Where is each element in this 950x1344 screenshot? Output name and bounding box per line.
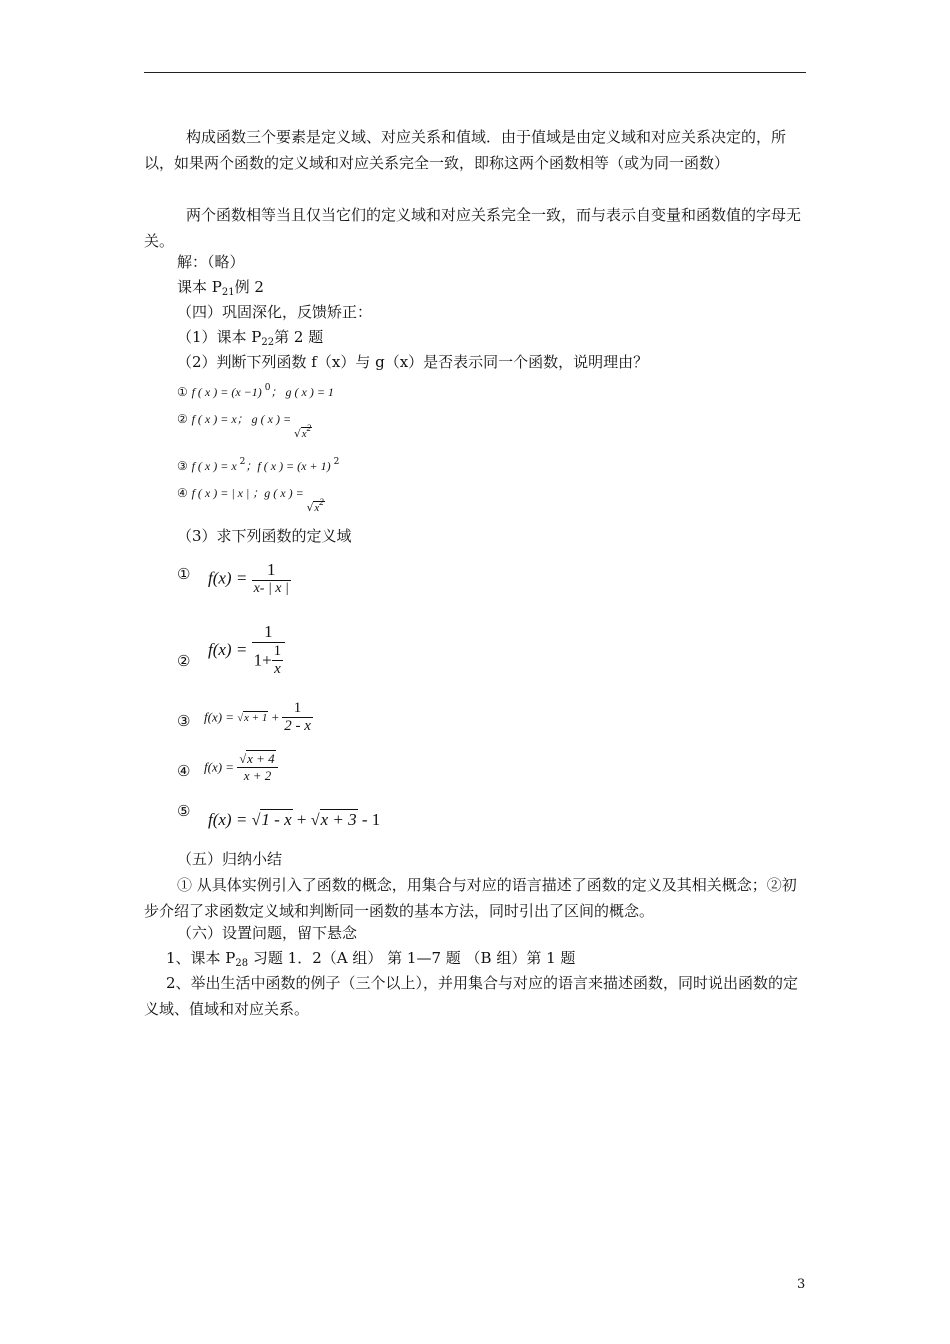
radicand-sup: 2: [306, 423, 312, 433]
fraction: [237, 751, 277, 784]
sqrt-x-squared: $√x^2$: [306, 497, 324, 514]
q1-suffix: 第 2 题: [274, 328, 324, 346]
judge-f-sup: 0: [264, 383, 271, 393]
plus: +: [296, 810, 307, 829]
lhs: f(x) =: [204, 759, 235, 775]
judge-g: ； g ( x ) = 1: [270, 385, 334, 399]
judge-item-4: [177, 477, 325, 514]
judge-f: f ( x ) = x； g ( x ) =: [191, 412, 295, 426]
judge-item-3: [177, 451, 339, 477]
q1-prefix: （1）课本 P: [177, 328, 262, 346]
tail: - 1: [361, 810, 381, 829]
domain-item-4-formula: [204, 751, 278, 784]
judge-f: f ( x ) = (x −1): [191, 385, 265, 399]
sqrt: √x + 1: [237, 711, 268, 724]
radicand-sup: 2: [319, 497, 324, 507]
example-suffix: 例 2: [234, 278, 264, 296]
numerator: 1: [282, 700, 313, 718]
domain-item-3-formula: [204, 700, 313, 735]
page-number: 3: [797, 1277, 806, 1292]
domain-item-1-formula: [208, 560, 291, 597]
plus: +: [271, 709, 279, 725]
radicand: x + 1: [244, 711, 268, 724]
denominator: [252, 643, 286, 678]
denominator: x + 2: [243, 768, 272, 783]
denominator: 2 - x: [284, 718, 311, 734]
example-prefix: 课本 P: [177, 278, 222, 296]
lhs: f(x) =: [204, 709, 235, 725]
section4-q1: [177, 326, 323, 354]
radicand-1: 1 - x: [261, 810, 292, 829]
example-page: 21: [221, 287, 235, 298]
numerator: 1: [252, 622, 286, 643]
domain-item-3-num: ③: [177, 712, 191, 730]
numerator: [237, 751, 277, 768]
judge-g: ；f ( x ) = (x + 1): [245, 459, 334, 473]
q1-page: 22: [261, 337, 275, 348]
hw1-prefix: 1、课本 P: [166, 949, 236, 967]
den-lead: 1+: [253, 650, 272, 670]
section5-text: ① 从具体实例引入了函数的概念，用集合与对应的语言描述了函数的定义及其相关概念；②初步介绍了求函数定义域和判断同一函数的基本方法，同时引出了区间的概念。: [144, 876, 797, 920]
hw1-suffix: 习题 1．2（A 组） 第 1—7 题 （B 组）第 1 题: [248, 949, 576, 967]
solution-line: 解：（略）: [177, 253, 245, 271]
hw1-page: 28: [235, 958, 249, 969]
judge-f: f ( x ) = x: [191, 459, 240, 473]
section4-q3: （3）求下列函数的定义域: [177, 527, 352, 545]
numerator: 1: [252, 560, 291, 581]
judge-num: ①: [177, 385, 188, 399]
inner-fraction: [272, 643, 284, 678]
inner-denominator: x: [274, 661, 281, 677]
radicand-2: x + 3: [320, 810, 357, 829]
sqrt: √x + 4: [239, 751, 275, 766]
section5-title: （五）归纳小结: [177, 850, 283, 868]
judge-item-1: [177, 377, 334, 403]
section4-title: （四）巩固深化，反馈矫正：: [177, 303, 373, 321]
sqrt-x-squared: $√x^2$: [294, 423, 312, 440]
fraction: [282, 700, 313, 735]
judge-num: ④: [177, 486, 188, 500]
section6-title: （六）设置问题，留下悬念: [177, 924, 358, 942]
paragraph-definition: 构成函数三个要素是定义域、对应关系和值域．由于值域是由定义域和对应关系决定的，所以，如果两个函数的定义域和对应关系完全一致，即称这两个函数相等（或为同一函数）: [144, 128, 787, 172]
sqrt-2: √x + 3: [310, 810, 357, 829]
homework-2: 2、举出生活中函数的例子（三个以上），并用集合与对应的语言来描述函数，同时说出函数的定义域、值域和对应关系。: [144, 974, 799, 1018]
sqrt-1: √1 - x: [251, 810, 292, 829]
lhs: f(x) =: [208, 810, 248, 829]
fraction: [252, 560, 291, 597]
radicand: x: [301, 428, 307, 440]
lhs: f(x) =: [208, 640, 248, 659]
domain-item-2-num: ②: [177, 652, 191, 670]
section4-q2: （2）判断下列函数 f（x）与 g（x）是否表示同一个函数，说明理由？: [177, 353, 649, 371]
domain-item-5-num: ⑤: [177, 802, 191, 820]
domain-item-4-num: ④: [177, 762, 191, 780]
domain-item-2-formula: [208, 622, 285, 678]
judge-g-sup: 2: [333, 457, 340, 467]
lhs: f(x) =: [208, 568, 248, 588]
example-line: [177, 276, 264, 304]
header-rule: [144, 72, 806, 73]
radicand: x: [314, 502, 320, 514]
denominator: x- | x |: [253, 581, 289, 596]
domain-item-1-num: ①: [177, 565, 191, 583]
domain-item-5-formula: [208, 810, 380, 830]
judge-item-2: [177, 403, 312, 440]
judge-f: f ( x ) = | x | ；g ( x ) =: [191, 486, 307, 500]
judge-f-sup: 2: [239, 457, 246, 467]
judge-num: ③: [177, 459, 188, 473]
paragraph-equality: 两个函数相等当且仅当它们的定义域和对应关系完全一致，而与表示自变量和函数值的字母无关。: [144, 206, 802, 250]
judge-num: ②: [177, 412, 188, 426]
inner-numerator: 1: [273, 643, 282, 659]
fraction: [252, 622, 286, 678]
radicand: x + 4: [247, 751, 275, 766]
